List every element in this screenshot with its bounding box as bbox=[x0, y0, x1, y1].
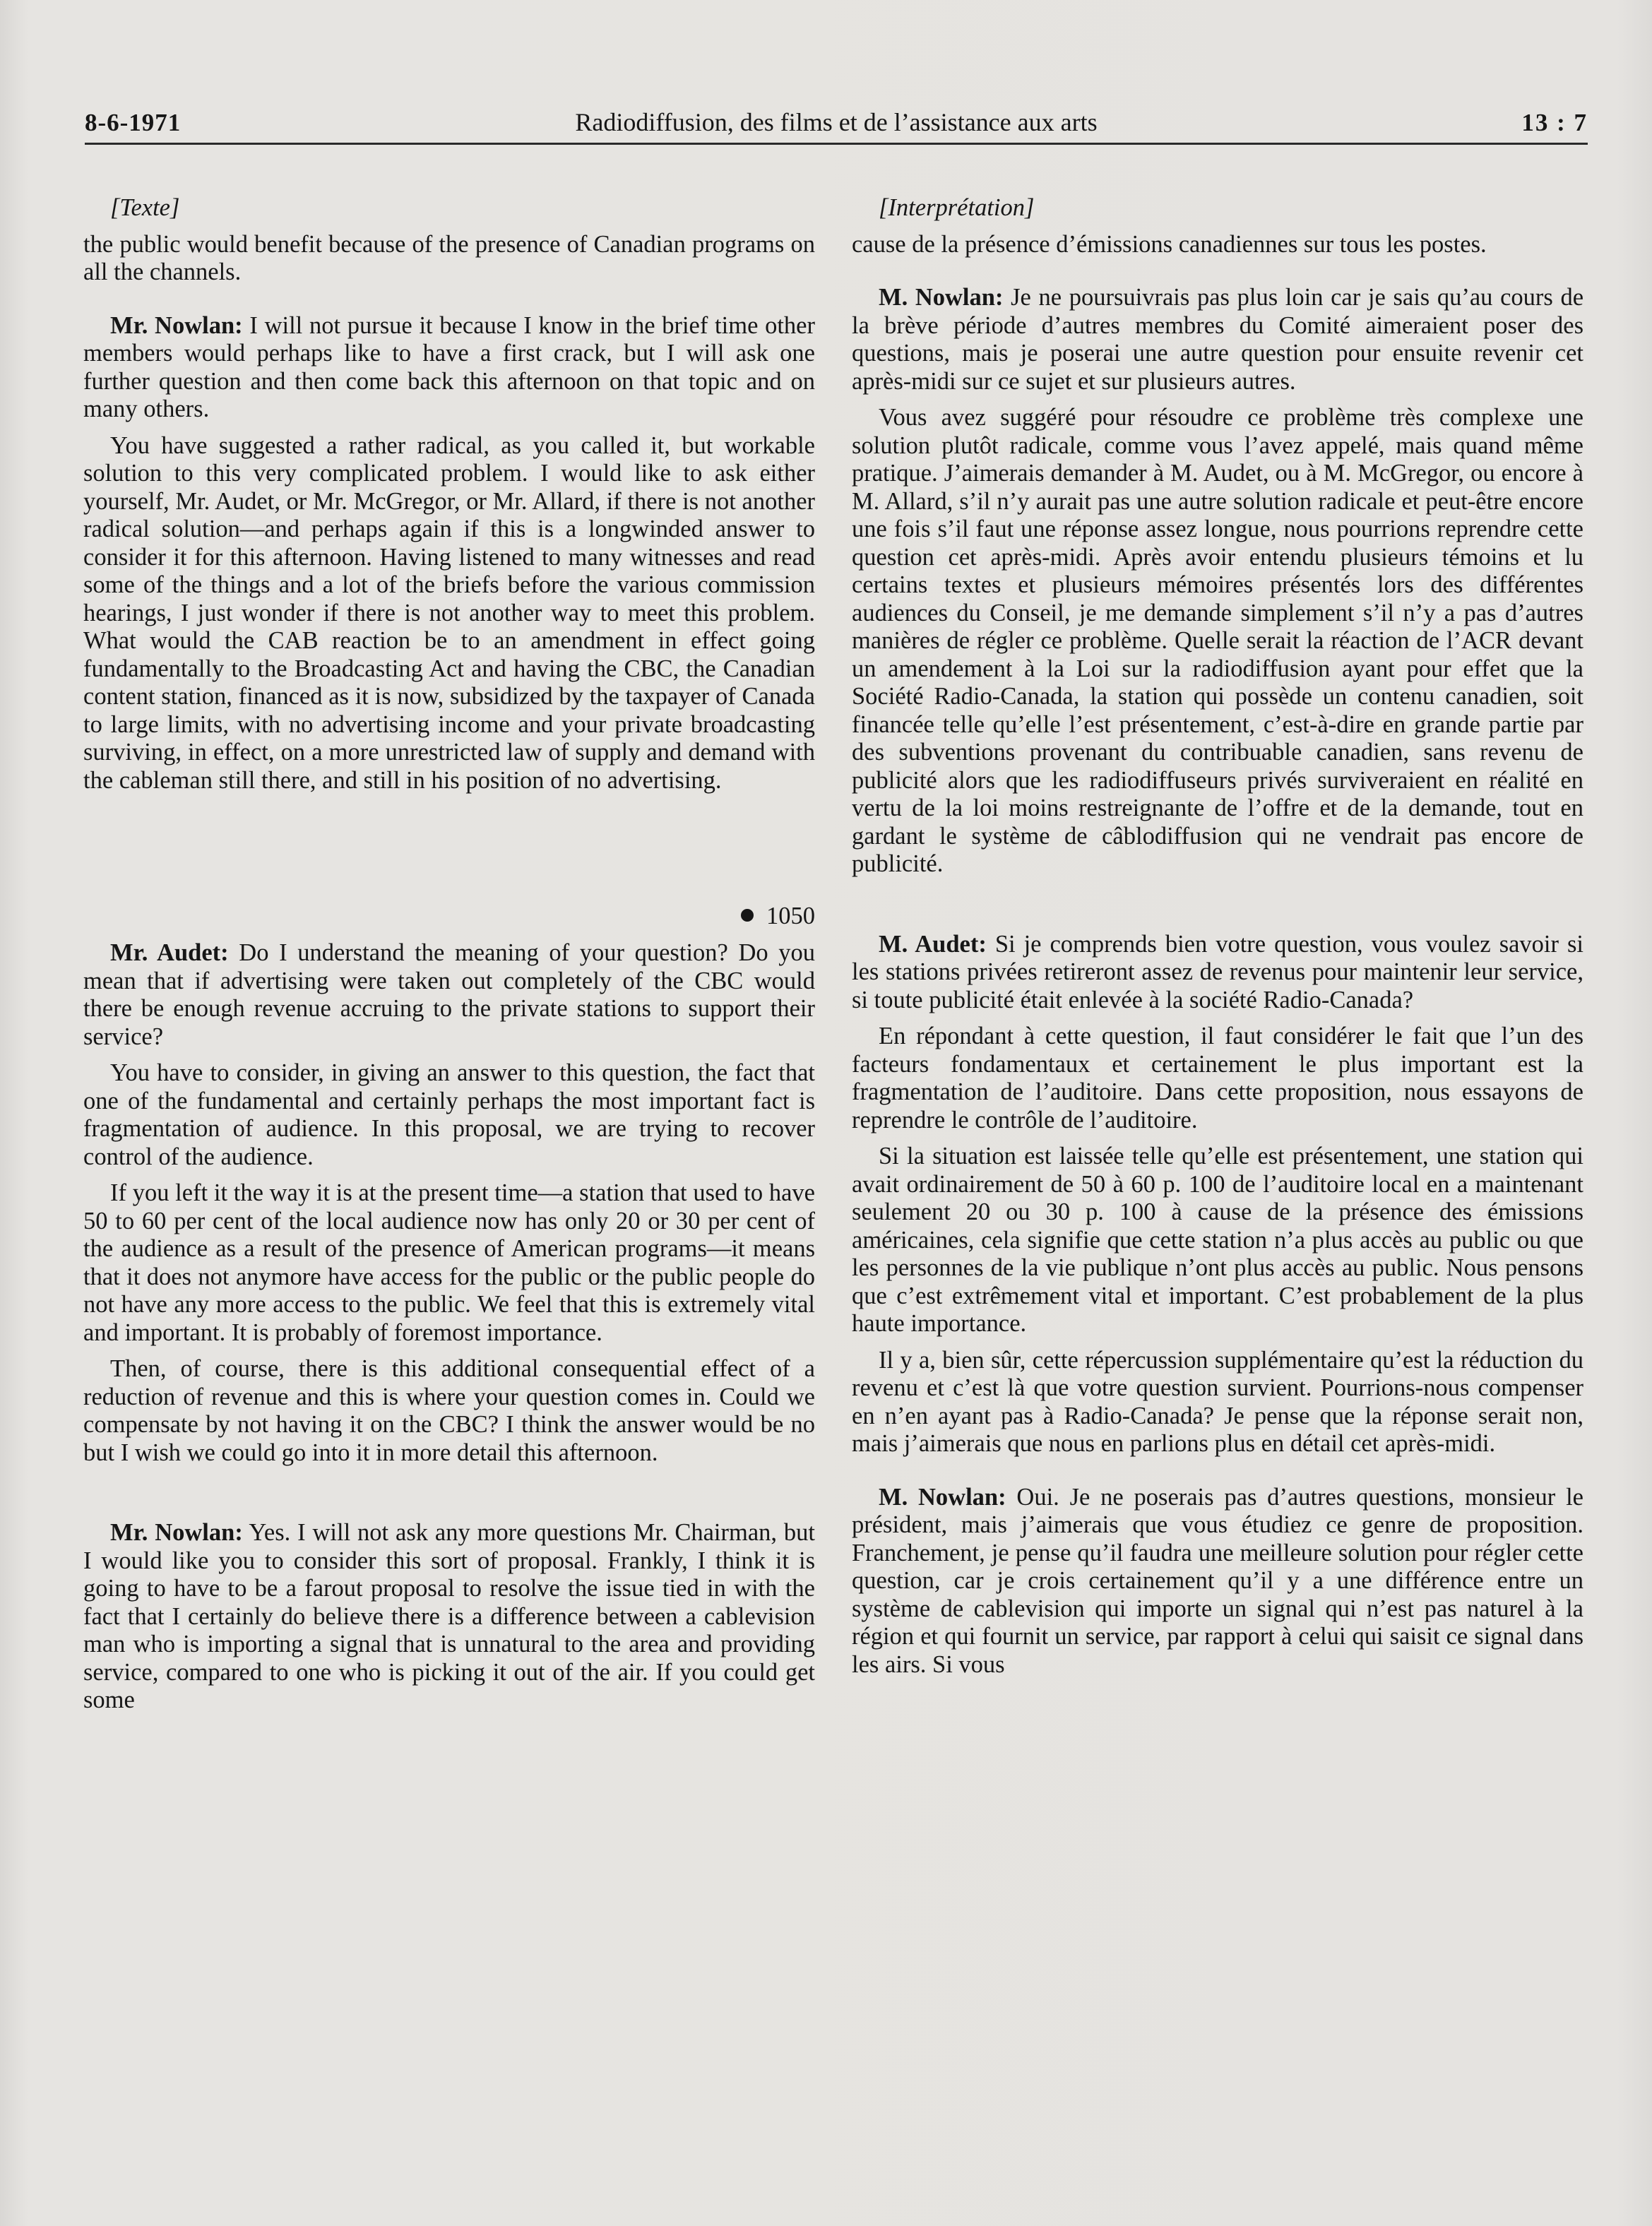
header-title: Radiodiffusion, des films et de l’assistance aux arts bbox=[575, 108, 1098, 136]
time-marker-label: 1050 bbox=[766, 903, 815, 929]
french-column bbox=[852, 194, 1583, 1679]
speech-text: Do I understand the meaning of your question? Do you mean that if advertising were taken out completely of the CBC would there be enough revenue accruing to the private stations to support their service? bbox=[83, 939, 816, 1050]
speech-text: Oui. Je ne poserais pas d’autres questions, monsieur le président, mais j’aimerais que vous étudiez ce genre de proposition. Franchement, je pense qu’il faudra une meilleure solution pour régler cette question, car je crois certainement qu’il y a une différence entre un système de cablevision qui importe un signal qui n’est pas naturel à la région et qui fournit un service, par rapport à celui qui saisit ce signal dans les airs. Si vous bbox=[852, 1483, 1583, 1678]
speaker-name: Mr. Nowlan: bbox=[110, 311, 243, 339]
speaker-name: Mr. Audet: bbox=[110, 939, 229, 966]
paragraph: Vous avez suggéré pour résoudre ce problème très complexe une solution plutôt radicale, comme vous l’avez appelé, mais quand même pratique. J’aimerais demander à M. Audet, ou à M. McGregor, ou encore à M. Allard, s’il n’y aurait pas une autre solution radicale et peut-être encore une fois s’il faut une réponse assez longue, nous pourrions reprendre cette question cet après-midi. Après avoir entendu plusieurs témoins et lu certains textes et plusieurs mémoires présentés lors des différentes audiences du Conseil, je me demande simplement s’il n’y a pas d’autres manières de régler ce problème. Quelle serait la réaction de l’ACR devant un amendement à la Loi sur la radiodiffusion ayant pour effet que la Société Radio-Canada, la station qui possède un contenu canadien, soit financée telle qu’elle l’est présentement, c’est-à-dire en grande partie par des subventions provenant du contribuable canadien, sans revenu de publicité alors que les radiodiffuseurs privés surviveraient en réalité en vertu de la loi moins restreignante de l’offre et de la demande, tout en gardant le système de câblodiffusion qui ne vendrait pas encore de publicité. bbox=[852, 404, 1583, 877]
speaker-name: Mr. Nowlan: bbox=[110, 1519, 243, 1546]
paragraph: Si la situation est laissée telle qu’elle est présentement, une station qui avait ordinairement de 50 à 60 p. 100 de l’auditoire local en a maintenant seulement 20 ou 30 p. 100 à cause de la présence des émissions américaines, cela signifie que cette station n’a plus accès au public ou que les personnes de la vie publique n’ont plus accès au public. Nous pensons que c’est extrêmement vital et important. C’est probablement de la plus haute importance. bbox=[852, 1143, 1583, 1337]
paragraph: En répondant à cette question, il faut considérer le fait que l’un des facteurs fondamentaux et certainement le plus important est la fragmentation de l’auditoire. Dans cette proposition, nous essayons de reprendre le contrôle de l’auditoire. bbox=[852, 1023, 1583, 1133]
speaker-paragraph bbox=[83, 939, 815, 1051]
header-page-number: 13 : 7 bbox=[1521, 109, 1588, 136]
speaker-paragraph bbox=[852, 931, 1583, 1015]
speech-text: Si je comprends bien votre question, vous voulez savoir si les stations privées retireront assez de revenus pour maintenir leur service, si toute publicité était enlevée à la société Radio-Canada? bbox=[852, 930, 1584, 1013]
bullet-dot-icon bbox=[741, 909, 754, 922]
paragraph: Il y a, bien sûr, cette répercussion supplémentaire qu’est la réduction du revenu et c’est là que votre question survient. Pourrions-nous compenser en n’en ayant pas à Radio-Canada? Je pense que la réponse serait non, mais j’aimerais que nous en parlions plus en détail cet après-midi. bbox=[852, 1346, 1583, 1457]
language-label: [Texte] bbox=[110, 194, 180, 221]
paragraph: You have to consider, in giving an answer to this question, the fact that one of the fundamental and certainly perhaps the most important fact is fragmentation of audience. In this proposal, we are trying to recover control of the audience. bbox=[83, 1059, 815, 1170]
speaker-name: M. Audet: bbox=[879, 930, 987, 958]
speech-text: Yes. I will not ask any more questions Mr. Chairman, but I would like you to consider this sort of proposal. Frankly, I think it is going to have to be a farout proposal to resolve the issue tied in with the fact that I certainly do believe there is a difference between a cablevision man who is importing a signal that is unnatural to the area and providing service, compared to one who is picking it out of the air. If you could get some bbox=[83, 1519, 815, 1713]
speaker-paragraph bbox=[852, 284, 1583, 395]
speech-text: I will not pursue it because I know in the brief time other members would perhaps like to have a first crack, but I will ask one further question and then come back this afternoon on that topic and on many others. bbox=[83, 311, 815, 422]
language-label: [Interprétation] bbox=[879, 194, 1035, 221]
english-column bbox=[83, 194, 815, 1715]
speaker-name: M. Nowlan: bbox=[879, 284, 1004, 311]
paragraph: If you left it the way it is at the present time—a station that used to have 50 to 60 per cent of the local audience now has only 20 or 30 per cent of the audience as a result of the presence of American programs—it means that it does not anymore have access for the public or the public people do not have any more access to the public. We feel that this is extremely vital and important. It is probably of foremost importance. bbox=[83, 1179, 815, 1346]
speech-text: Je ne poursuivrais pas plus loin car je sais qu’au cours de la brève période d’autres membres du Comité aimeraient poser des questions, mais je poserai une autre question pour ensuite revenir cet après-midi sur ce sujet et sur plusieurs autres. bbox=[852, 284, 1584, 395]
paragraph: You have suggested a rather radical, as you called it, but workable solution to this very complicated problem. I would like to ask either yourself, Mr. Audet, or Mr. McGregor, or Mr. Allard, if there is not another radical solution—and perhaps again if this is a longwinded answer to consider it for this afternoon. Having listened to many witnesses and read some of the things and a lot of the briefs before the various commission hearings, I just wonder if there is not another way to meet this problem. What would the CAB reaction be to an amendment in effect going fundamentally to the Broadcasting Act and having the CBC, the Canadian content station, financed as it is now, subsidized by the taxpayer of Canada to large limits, with no advertising income and your private broadcasting surviving, in effect, on a more unrestricted law of supply and demand with the cableman still there, and still in his position of no advertising. bbox=[83, 431, 815, 794]
time-marker bbox=[83, 903, 815, 931]
paragraph: the public would benefit because of the presence of Canadian programs on all the channels. bbox=[83, 230, 815, 285]
speaker-name: M. Nowlan: bbox=[879, 1483, 1006, 1511]
speaker-paragraph bbox=[83, 1519, 815, 1715]
header-date: 8-6-1971 bbox=[85, 109, 182, 136]
page-header bbox=[85, 106, 1588, 145]
paragraph: cause de la présence d’émissions canadiennes sur tous les postes. bbox=[852, 230, 1487, 258]
paragraph: Then, of course, there is this additional consequential effect of a reduction of revenue and this is where your question comes in. Could we compensate by not having it on the CBC? I think the answer would be no but I wish we could go into it in more detail this afternoon. bbox=[83, 1355, 815, 1466]
speaker-paragraph bbox=[83, 312, 815, 424]
speaker-paragraph bbox=[852, 1484, 1583, 1679]
